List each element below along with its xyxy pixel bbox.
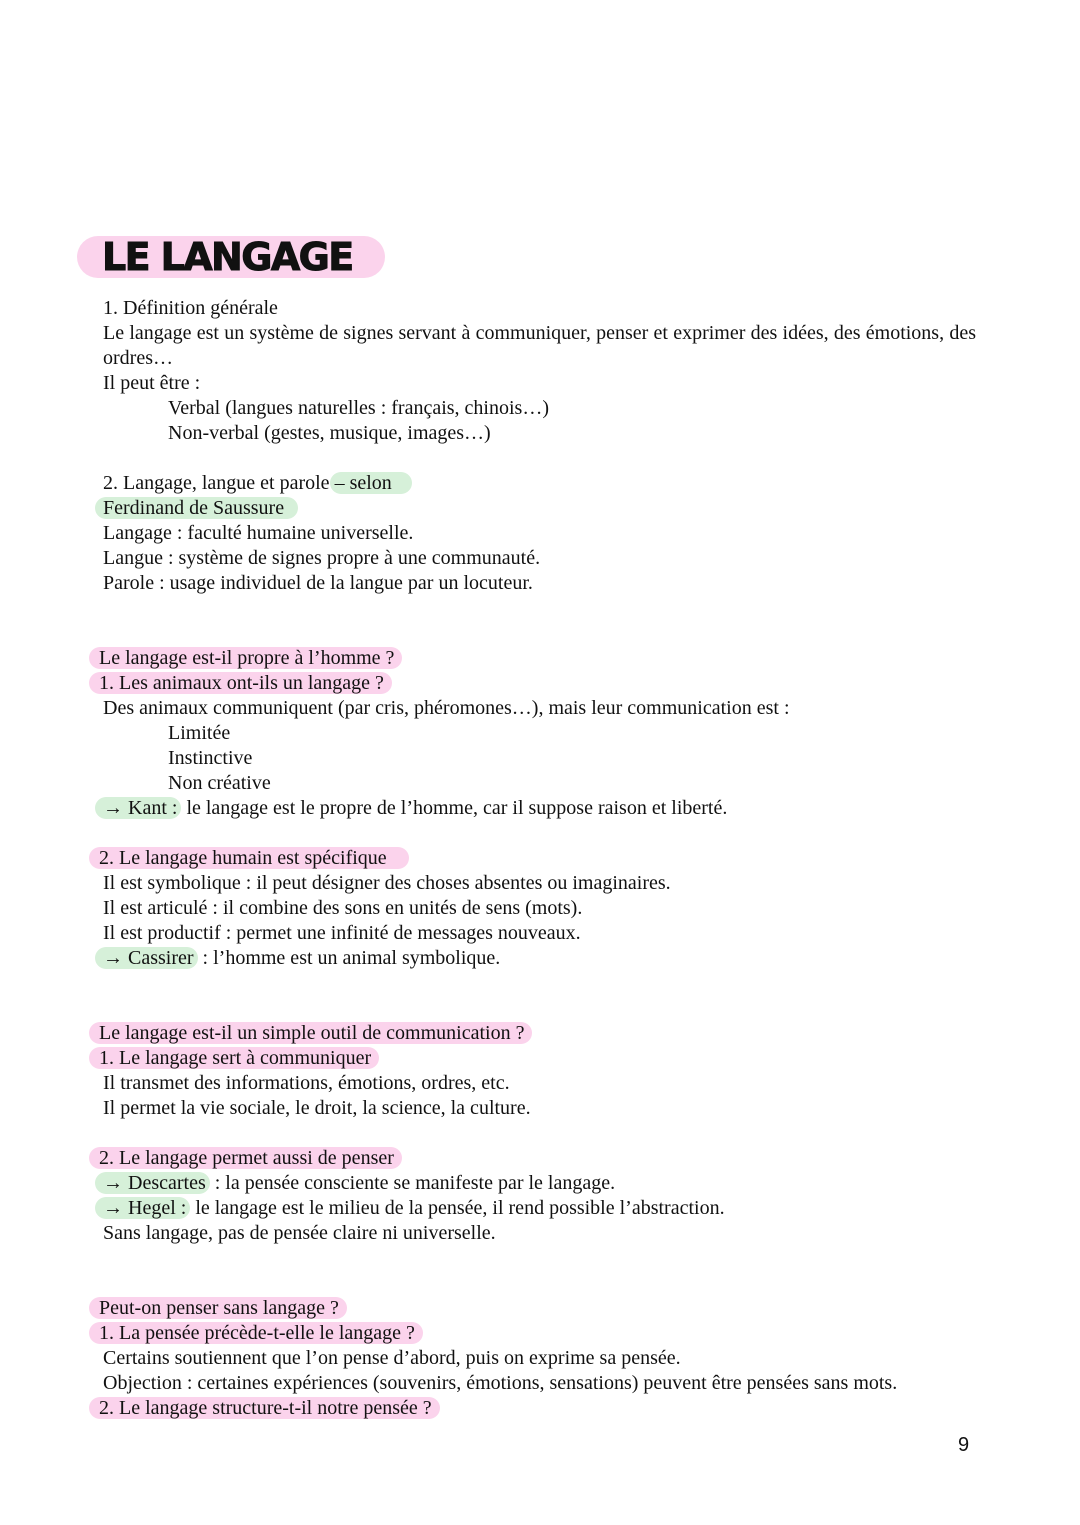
text-line: Il est articulé : il combine des sons en unités de sens (mots).: [103, 897, 583, 919]
text-line: Certains soutiennent que l’on pense d’abord, puis on exprime sa pensée.: [103, 1347, 681, 1369]
subquestion-highlight: 2. Le langage structure-t-il notre pensée ?: [89, 1397, 440, 1419]
text-line: Objection : certaines expériences (souvenirs, émotions, sensations) peuvent être pensées sans mots.: [103, 1372, 898, 1394]
question-highlight: Le langage est-il propre à l’homme ?: [89, 647, 402, 669]
list-item: Verbal (langues naturelles : français, chinois…): [168, 397, 549, 419]
document-body: [99, 296, 976, 1421]
text-line: Il permet la vie sociale, le droit, la science, la culture.: [103, 1097, 531, 1119]
question-highlight: Le langage est-il un simple outil de communication ?: [89, 1022, 532, 1044]
author-highlight: → Kant :: [95, 797, 181, 819]
list-item: Instinctive: [168, 747, 253, 769]
reference-text: le langage est le propre de l’homme, car il suppose raison et liberté.: [181, 797, 728, 819]
author-highlight: Ferdinand de Saussure: [95, 497, 298, 519]
list-item: Non créative: [168, 772, 271, 794]
reference-line: [103, 1196, 976, 1221]
list-item: Non-verbal (gestes, musique, images…): [168, 422, 491, 444]
section-heading-text: 2. Langage, langue et parole: [103, 472, 330, 494]
text-line: Sans langage, pas de pensée claire ni universelle.: [103, 1222, 496, 1244]
reference-text: le langage est le milieu de la pensée, il rend possible l’abstraction.: [190, 1197, 725, 1219]
list-item: Limitée: [168, 722, 231, 744]
text-line: Des animaux communiquent (par cris, phéromones…), mais leur communication est :: [103, 697, 790, 719]
definition-paragraph: Le langage est un système de signes servant à communiquer, penser et exprimer des idées, des émotions, des ordres…: [103, 322, 976, 369]
heading-tail: – selon: [330, 472, 412, 494]
text-line: Il transmet des informations, émotions, ordres, etc.: [103, 1072, 510, 1094]
text-line: Parole : usage individuel de la langue par un locuteur.: [103, 572, 533, 594]
subquestion-highlight: 2. Le langage humain est spécifique: [89, 847, 409, 869]
page-number: 9: [958, 1434, 970, 1456]
subquestion-highlight: 2. Le langage permet aussi de penser: [89, 1147, 402, 1169]
reference-line: [103, 1171, 976, 1196]
reference-line: [103, 796, 976, 821]
text-line: Il est productif : permet une infinité de messages nouveaux.: [103, 922, 581, 944]
list-intro: Il peut être :: [103, 372, 201, 394]
text-line: Il est symbolique : il peut désigner des choses absentes ou imaginaires.: [103, 872, 671, 894]
subquestion-highlight: 1. La pensée précède-t-elle le langage ?: [89, 1322, 423, 1344]
subquestion-highlight: 1. Les animaux ont-ils un langage ?: [89, 672, 392, 694]
author-highlight: → Cassirer: [95, 947, 198, 969]
reference-line: [103, 946, 976, 971]
reference-text: : l’homme est un animal symbolique.: [197, 947, 501, 969]
text-line: Langage : faculté humaine universelle.: [103, 522, 414, 544]
question-highlight: Peut-on penser sans langage ?: [89, 1297, 347, 1319]
subquestion-highlight: 1. Le langage sert à communiquer: [89, 1047, 379, 1069]
section-heading: [103, 471, 976, 496]
author-highlight: → Descartes: [95, 1172, 210, 1194]
page-title: LE LANGAGE: [102, 235, 353, 279]
section-heading: 1. Définition générale: [103, 297, 278, 319]
text-line: Langue : système de signes propre à une communauté.: [103, 547, 541, 569]
reference-text: : la pensée consciente se manifeste par le langage.: [209, 1172, 616, 1194]
author-highlight: → Hegel :: [95, 1197, 190, 1219]
